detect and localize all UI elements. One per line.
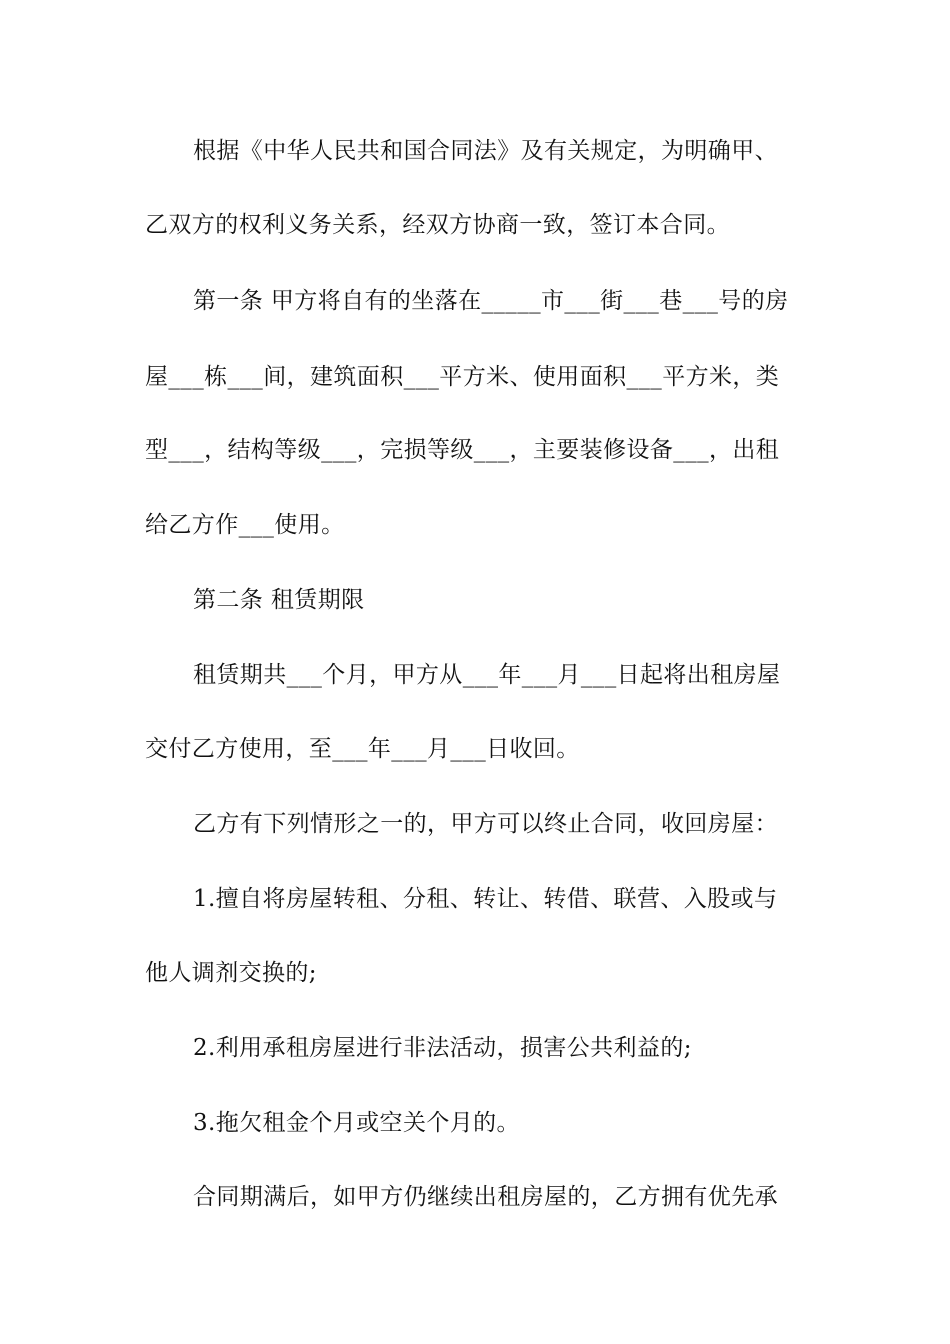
line-text: 乙双方的权利义务关系，经双方协商一致，签订本合同。: [145, 212, 730, 238]
list-item-1: [0, 879, 950, 919]
line-text: 合同期满后，如甲方仍继续出租房屋的，乙方拥有优先承: [193, 1184, 778, 1210]
line-text: 根据《中华人民共和国合同法》及有关规定，为明确甲、: [193, 138, 778, 164]
paragraph-line: [0, 804, 950, 844]
list-item-3: [0, 1103, 950, 1143]
paragraph-line: [0, 655, 950, 695]
paragraph-line: [0, 357, 950, 397]
line-text: 他人调剂交换的;: [145, 960, 317, 986]
list-item-2: [0, 1028, 950, 1068]
paragraph-line: [0, 430, 950, 470]
line-text: 第一条 甲方将自有的坐落在_____市___街___巷___号的房: [193, 288, 789, 314]
line-text: 给乙方作___使用。: [145, 512, 345, 538]
line-text: 1.擅自将房屋转租、分租、转让、转借、联营、入股或与: [193, 886, 778, 912]
line-text: 型___，结构等级___，完损等级___，主要装修设备___，出租: [145, 437, 780, 463]
paragraph-line: [0, 205, 950, 245]
list-item-1-continuation: [0, 953, 950, 993]
line-text: 3.拖欠租金个月或空关个月的。: [193, 1110, 520, 1136]
line-text: 租赁期共___个月，甲方从___年___月___日起将出租房屋: [193, 662, 781, 688]
line-text: 屋___栋___间，建筑面积___平方米、使用面积___平方米，类: [145, 364, 780, 390]
line-text: 2.利用承租房屋进行非法活动，损害公共利益的;: [193, 1035, 692, 1061]
paragraph-line: [0, 131, 950, 171]
line-text: 交付乙方使用，至___年___月___日收回。: [145, 736, 580, 762]
line-text: 第二条 租赁期限: [193, 587, 365, 613]
paragraph-line: [0, 505, 950, 545]
article-2-heading: [0, 580, 950, 620]
article-1-line: [0, 281, 950, 321]
paragraph-line: [0, 729, 950, 769]
paragraph-line: [0, 1177, 950, 1217]
line-text: 乙方有下列情形之一的，甲方可以终止合同，收回房屋：: [193, 811, 778, 837]
